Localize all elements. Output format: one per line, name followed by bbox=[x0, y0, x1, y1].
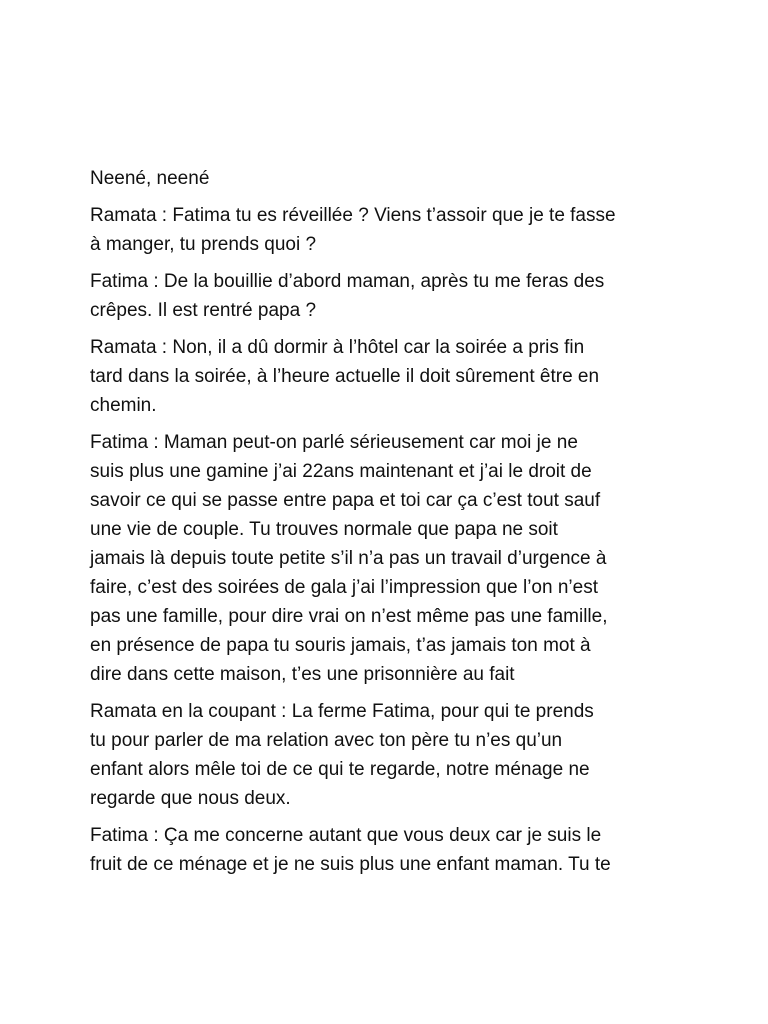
text-line: Neené, neené bbox=[90, 168, 210, 189]
text-line: Fatima : Maman peut-on parlé sérieusement car moi je ne bbox=[90, 432, 578, 453]
text-line: pas une famille, pour dire vrai on n’est même pas une famille, bbox=[90, 606, 608, 627]
text-line: crêpes. Il est rentré papa ? bbox=[90, 300, 317, 321]
paragraph-fatima-1 bbox=[90, 267, 690, 325]
text-line: Ramata en la coupant : La ferme Fatima, pour qui te prends bbox=[90, 701, 594, 722]
text-line: faire, c’est des soirées de gala j’ai l’impression que l’on n’est bbox=[90, 577, 598, 598]
text-line: tu pour parler de ma relation avec ton père tu n’es qu’un bbox=[90, 730, 563, 751]
paragraph-fatima-3 bbox=[90, 821, 690, 879]
paragraph-ramata-3 bbox=[90, 697, 690, 813]
text-line: suis plus une gamine j’ai 22ans maintenant et j’ai le droit de bbox=[90, 461, 592, 482]
text-line: Fatima : De la bouillie d’abord maman, après tu me feras des bbox=[90, 271, 605, 292]
text-line: à manger, tu prends quoi ? bbox=[90, 234, 317, 255]
text-line: savoir ce qui se passe entre papa et toi car ça c’est tout sauf bbox=[90, 490, 601, 511]
text-line: tard dans la soirée, à l’heure actuelle il doit sûrement être en bbox=[90, 366, 600, 387]
paragraph-ramata-2 bbox=[90, 333, 690, 420]
text-line: Ramata : Fatima tu es réveillée ? Viens t’assoir que je te fasse bbox=[90, 205, 616, 226]
text-line: Fatima : Ça me concerne autant que vous deux car je suis le bbox=[90, 825, 602, 846]
text-line: jamais là depuis toute petite s’il n’a pas un travail d’urgence à bbox=[90, 548, 607, 569]
text-line: en présence de papa tu souris jamais, t’as jamais ton mot à bbox=[90, 635, 591, 656]
document-body bbox=[90, 164, 690, 887]
text-line: chemin. bbox=[90, 395, 157, 416]
paragraph-fatima-2 bbox=[90, 428, 690, 689]
text-line: Ramata : Non, il a dû dormir à l’hôtel car la soirée a pris fin bbox=[90, 337, 585, 358]
text-line: regarde que nous deux. bbox=[90, 788, 291, 809]
paragraph-ramata-1 bbox=[90, 201, 690, 259]
text-line: enfant alors mêle toi de ce qui te regarde, notre ménage ne bbox=[90, 759, 590, 780]
text-line: une vie de couple. Tu trouves normale que papa ne soit bbox=[90, 519, 558, 540]
paragraph-greeting bbox=[90, 164, 690, 193]
text-line: dire dans cette maison, t’es une prisonnière au fait bbox=[90, 664, 515, 685]
text-line: fruit de ce ménage et je ne suis plus une enfant maman. Tu te bbox=[90, 854, 611, 875]
